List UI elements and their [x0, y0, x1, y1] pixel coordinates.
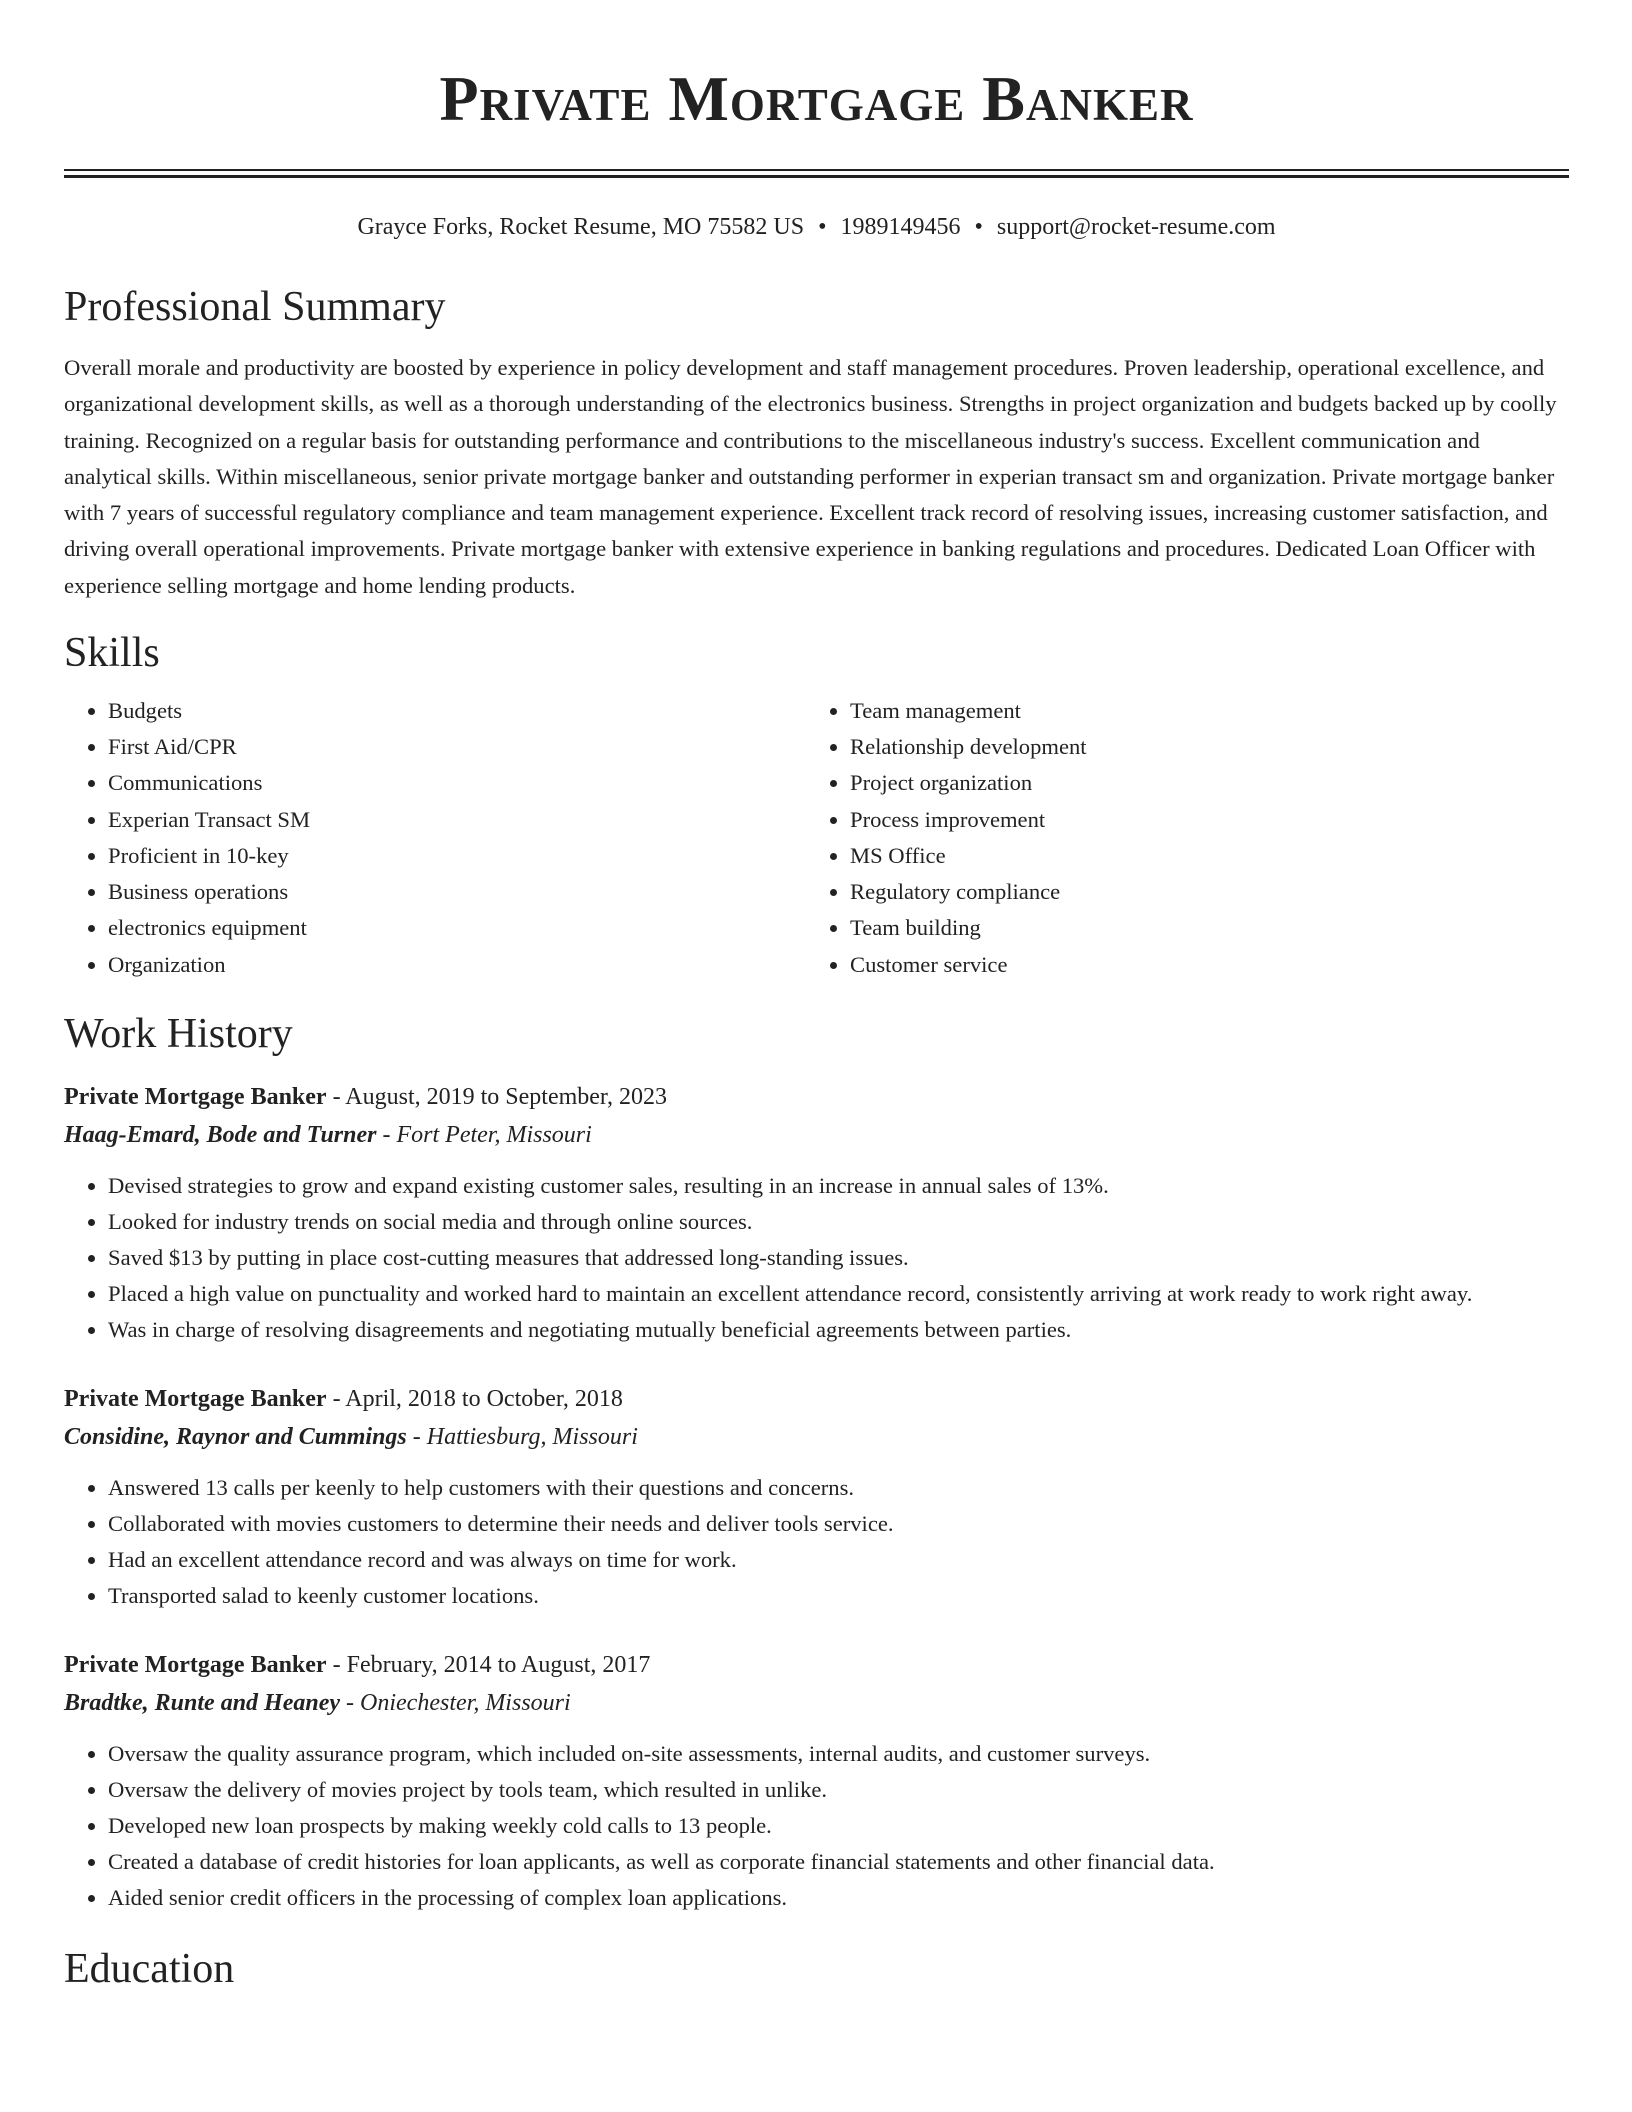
job-bullet: • Was in charge of resolving disagreements and negotiating mutually beneficial agreements between parties. [108, 1312, 1569, 1348]
skill-item: • First Aid/CPR [108, 729, 806, 765]
skill-item: • Business operations [108, 874, 806, 910]
work-history-heading: Work History [64, 1010, 293, 1057]
job-bullet: • Had an excellent attendance record and was always on time for work. [108, 1542, 1569, 1578]
job-dates: February, 2014 to August, 2017 [346, 1651, 651, 1678]
skill-item: • MS Office [850, 838, 1548, 874]
skill-item: • Regulatory compliance [850, 874, 1548, 910]
skill-item: • Proficient in 10-key [108, 838, 806, 874]
skill-item: • Process improvement [850, 802, 1548, 838]
job-bullet: • Saved $13 by putting in place cost-cutting measures that addressed long-standing issues. [108, 1240, 1569, 1276]
skills-column-right [806, 693, 1548, 983]
skill-item: • Project organization [850, 765, 1548, 801]
skill-item: • Customer service [850, 947, 1548, 983]
job-bullet: • Answered 13 calls per keenly to help customers with their questions and concerns. [108, 1470, 1569, 1506]
job-bullet: • Oversaw the delivery of movies project by tools team, which resulted in unlike. [108, 1772, 1569, 1808]
job-company: Considine, Raynor and Cummings [64, 1423, 407, 1450]
skill-item: • Communications [108, 765, 806, 801]
job-company: Bradtke, Runte and Heaney [64, 1689, 341, 1716]
job-entry [64, 1646, 1569, 1916]
contact-email: support@rocket-resume.com [996, 214, 1276, 240]
skill-item: • Team building [850, 910, 1548, 946]
skill-item: • Organization [108, 947, 806, 983]
summary-text: Overall morale and productivity are boosted by experience in policy development and staff management procedures. Proven leadership, operational excellence, and organizational development skills, as well as a thorough understanding of the electronics business. Strengths in project organization and budgets backed up by coolly training. Recognized on a regular basis for outstanding performance and contributions to the miscellaneous industry's success. Excellent communication and analytical skills. Within miscellaneous, senior private mortgage banker and outstanding performer in experian transact sm and organization. Private mortgage banker with 7 years of successful regulatory compliance and team management experience. Excellent track record of resolving issues, increasing customer satisfaction, and driving overall operational improvements. Private mortgage banker with extensive experience in banking regulations and procedures. Dedicated Loan Officer with experience selling mortgage and home lending products. [64, 355, 1557, 598]
skill-item: • Relationship development [850, 729, 1548, 765]
skills-heading: Skills [64, 630, 160, 677]
job-bullets [64, 1470, 1569, 1614]
job-bullet: • Transported salad to keenly customer locations. [108, 1578, 1569, 1614]
contact-separator: • [974, 214, 983, 240]
job-title-line: Private Mortgage Banker - August, 2019 to September, 2023 [64, 1083, 667, 1110]
job-location: Oniechester, Missouri [360, 1689, 571, 1716]
job-bullet: • Aided senior credit officers in the processing of complex loan applications. [108, 1880, 1569, 1916]
skill-item: • Team management [850, 693, 1548, 729]
skills-list [64, 693, 1569, 983]
job-company-line: Haag-Emard, Bode and Turner - Fort Peter, Missouri [64, 1121, 592, 1148]
job-bullet: • Developed new loan prospects by making weekly cold calls to 13 people. [108, 1808, 1569, 1844]
job-title: Private Mortgage Banker [64, 1083, 327, 1110]
contact-phone: 1989149456 [840, 214, 961, 240]
education-heading: Education [64, 1945, 235, 1992]
job-dates: April, 2018 to October, 2018 [345, 1385, 623, 1412]
job-bullets [64, 1736, 1569, 1916]
job-bullet: • Collaborated with movies customers to determine their needs and deliver tools service. [108, 1506, 1569, 1542]
job-bullet: • Looked for industry trends on social media and through online sources. [108, 1204, 1569, 1240]
resume-page [64, 0, 1569, 1994]
job-location: Hattiesburg, Missouri [426, 1423, 638, 1450]
job-company-line: Considine, Raynor and Cummings - Hattiesburg, Missouri [64, 1423, 638, 1450]
job-title: Private Mortgage Banker [64, 1651, 327, 1678]
job-title-line: Private Mortgage Banker - February, 2014 to August, 2017 [64, 1651, 651, 1678]
skill-item: • Experian Transact SM [108, 802, 806, 838]
job-dates: August, 2019 to September, 2023 [345, 1083, 667, 1110]
job-bullets [64, 1168, 1569, 1348]
job-bullet: • Created a database of credit histories for loan applicants, as well as corporate financial statements and other financial data. [108, 1844, 1569, 1880]
job-entry [64, 1078, 1569, 1348]
job-company-line: Bradtke, Runte and Heaney - Oniechester, Missouri [64, 1689, 571, 1716]
job-entry [64, 1380, 1569, 1614]
contact-line [64, 212, 1569, 242]
job-title-line: Private Mortgage Banker - April, 2018 to October, 2018 [64, 1385, 623, 1412]
contact-separator: • [818, 214, 827, 240]
job-bullet: • Placed a high value on punctuality and worked hard to maintain an excellent attendance record, consistently arriving at work ready to work right away. [108, 1276, 1569, 1312]
summary-heading: Professional Summary [64, 284, 446, 330]
job-bullet: • Devised strategies to grow and expand existing customer sales, resulting in an increase in annual sales of 13%. [108, 1168, 1569, 1204]
skills-column-left [64, 693, 806, 983]
contact-address: Grayce Forks, Rocket Resume, MO 75582 US [357, 214, 805, 240]
skill-item: • electronics equipment [108, 910, 806, 946]
job-bullet: • Oversaw the quality assurance program, which included on-site assessments, internal audits, and customer surveys. [108, 1736, 1569, 1772]
resume-title: Private Mortgage Banker [439, 63, 1194, 134]
skill-item: • Budgets [108, 693, 806, 729]
job-title: Private Mortgage Banker [64, 1385, 327, 1412]
job-location: Fort Peter, Missouri [396, 1121, 592, 1148]
title-divider [64, 169, 1569, 178]
job-company: Haag-Emard, Bode and Turner [64, 1121, 377, 1148]
